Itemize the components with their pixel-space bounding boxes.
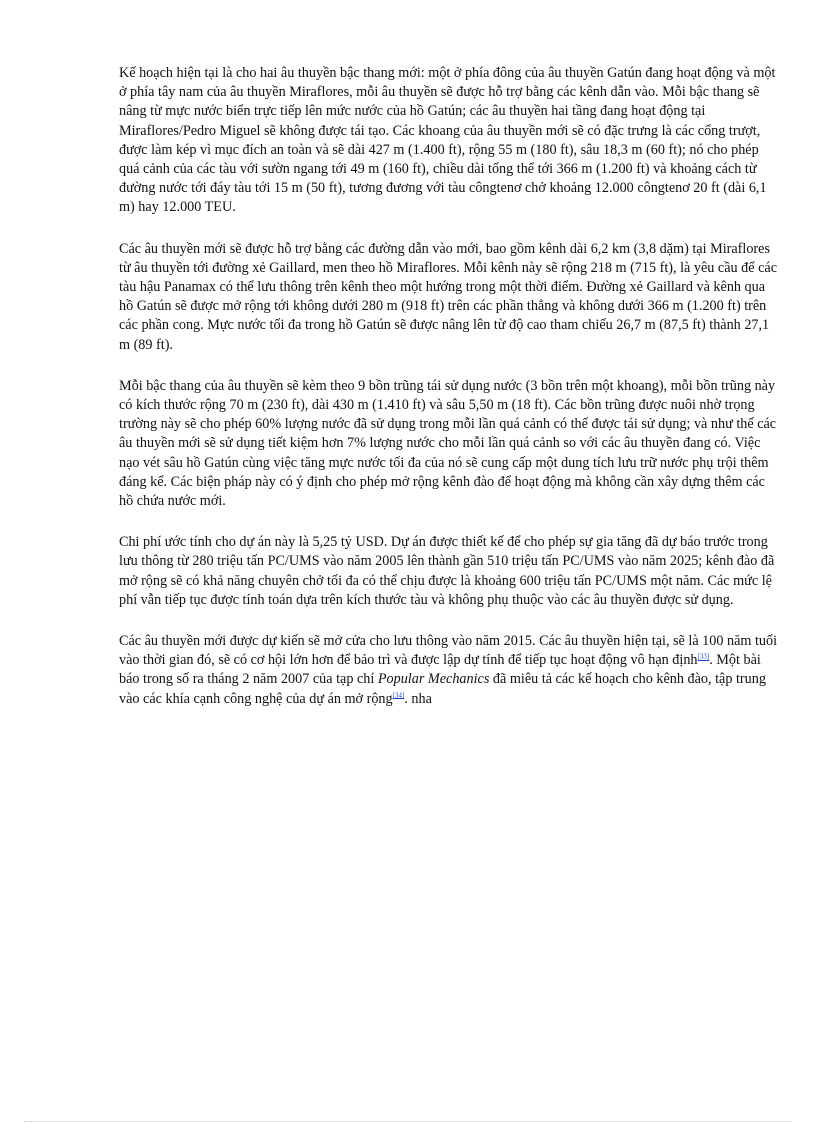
document-body — [119, 64, 781, 731]
paragraph-lock-plan: Kế hoạch hiện tại là cho hai âu thuyền bậc thang mới: một ở phía đông của âu thuyền Gatún đang hoạt động và một ở phía tây nam của âu thuyền Miraflores, mỗi âu thuyền sẽ được hỗ trợ bằng các kênh dẫn vào. Mỗi bậc thang sẽ nâng từ mực nước biển trực tiếp lên mức nước của hồ Gatún; các âu thuyền hai tầng đang hoạt động tại Miraflores/Pedro Miguel sẽ không được tái tạo. Các khoang của âu thuyền mới sẽ có đặc trưng là các cổng trượt, được làm kép vì mục đích an toàn và sẽ dài 427 m (1.400 ft), rộng 55 m (180 ft), sâu 18,3 m (60 ft); nó cho phép quá cảnh của các tàu với sườn ngang tới 49 m (160 ft), chiều dài tổng thể tới 366 m (1.200 ft) và khoảng cách từ đường nước tới đáy tàu tới 15 m (50 ft), tương đương với tàu côngtenơ chở khoảng 12.000 côngtenơ 20 ft (dài 6,1 m) hay 12.000 TEU. — [119, 65, 776, 216]
citation-link[interactable]: [34] — [392, 690, 405, 699]
magazine-title: Popular Mechanics — [377, 671, 490, 688]
paragraph-access-channels: Các âu thuyền mới sẽ được hỗ trợ bằng các đường dẫn vào mới, bao gồm kênh dài 6,2 km (3,8 dặm) tại Miraflores từ âu thuyền tới đường xẻ Gaillard, men theo hồ Miraflores. Mỗi kênh này sẽ rộng 218 m (715 ft), là yêu cầu để các tàu hậu Panamax có thể lưu thông trên kênh theo một hướng trong một thời điểm. Đường xẻ Gaillard và kênh qua hồ Gatún sẽ được mở rộng tới không dưới 280 m (918 ft) trên các phần thẳng và không dưới 366 m (1.200 ft) trên các phần cong. Mực nước tối đa trong hồ Gatún sẽ được nâng lên từ độ cao tham chiếu 26,7 m (87,5 ft) thành 27,1 m (89 ft). — [119, 240, 778, 353]
page-bottom-divider — [24, 1121, 792, 1122]
paragraph-text-part: Các âu thuyền mới được dự kiến sẽ mở cửa cho lưu thông vào năm 2015. Các âu thuyền hiện tại, sẽ là 100 năm tuổi vào thời gian đó, sẽ có cơ hội lớn hơn để bảo trì và được lập dự tính để tiếp tục hoạt động vô hạn định — [119, 633, 778, 669]
paragraph-water-basins: Mỗi bậc thang của âu thuyền sẽ kèm theo 9 bồn trũng tái sử dụng nước (3 bồn trên một khoang), mỗi bồn trũng này có kích thước rộng 70 m (230 ft), dài 430 m (1.410 ft) và sâu 5,50 m (18 ft). Các bồn trũng được nuôi nhờ trọng trường này sẽ cho phép 60% lượng nước đã sử dụng trong mỗi lần quá cảnh có thể được tái sử dụng; và như thế các âu thuyền mới sẽ sử dụng tiết kiệm hơn 7% lượng nước cho mỗi lần quá cảnh so với các âu thuyền đang có. Việc nạo vét sâu hồ Gatún cùng việc tăng mực nước tối đa của nó sẽ cung cấp một dung tích lưu trữ nước phụ trội thêm đáng kể. Các biện pháp này có ý định cho phép mở rộng kênh đào để hoạt động mà không cần xây dựng thêm các hồ chứa nước mới. — [119, 377, 777, 510]
paragraph-cost-estimate: Chi phí ước tính cho dự án này là 5,25 tỷ USD. Dự án được thiết kế để cho phép sự gia tăng đã dự báo trước trong lưu thông từ 280 triệu tấn PC/UMS vào năm 2005 lên thành gần 510 triệu tấn PC/UMS vào năm 2025; kênh đào đã mở rộng sẽ có khả năng chuyên chở tối đa có thể chịu được là khoảng 600 triệu tấn PC/UMS một năm. Các mức lệ phí vẫn tiếp tục được tính toán dựa trên kích thước tàu và không phụ thuộc vào các âu thuyền được sử dụng. — [119, 534, 775, 608]
paragraph-text-part: đã miêu tả các kế hoạch cho kênh đào, tập trung vào các khía cạnh công nghệ của dự án mở rộng — [119, 671, 766, 707]
paragraph-text-part: . Một bài báo trong số ra tháng 2 năm 2007 của tạp chí — [119, 652, 761, 688]
paragraph-text-part: . nha — [404, 690, 432, 707]
paragraph-opening-date — [119, 632, 781, 709]
citation-link[interactable]: [33] — [697, 652, 710, 661]
